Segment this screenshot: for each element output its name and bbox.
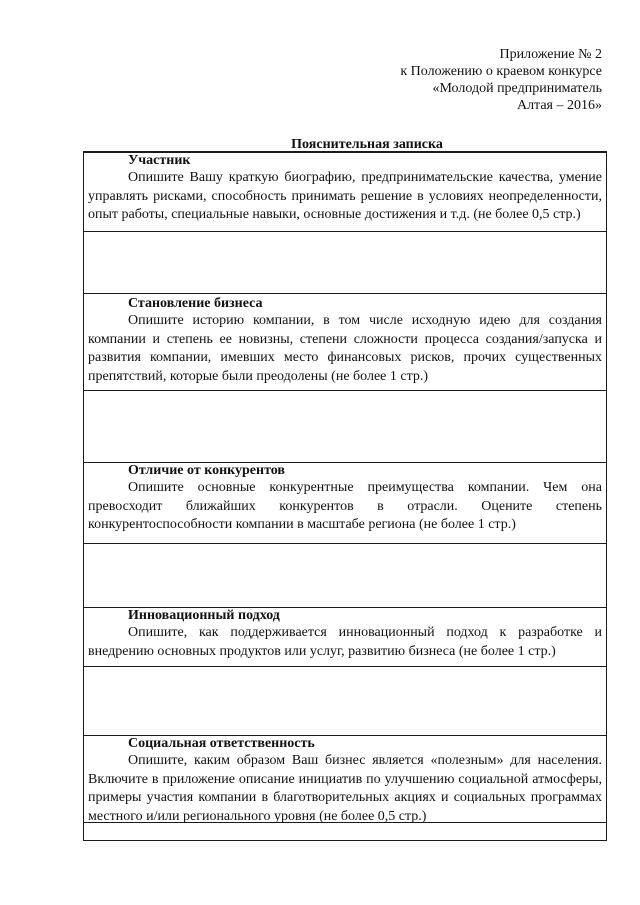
section-title: Участник — [128, 153, 191, 168]
section-instructions: Опишите Вашу краткую биографию, предпринимательские качества, умение управлять рисками, способность принимать решение в условиях неопределенности, опыт работы, специальные навыки, основные достижения и т.д. (не более 0,5 стр.) — [88, 170, 602, 222]
answer-area-competitive-difference[interactable] — [84, 543, 606, 608]
section-title: Инновационный подход — [128, 608, 280, 623]
section-business-formation — [84, 294, 606, 390]
answer-area-innovation[interactable] — [84, 666, 606, 736]
section-instructions: Опишите, как поддерживается инновационный подход к разработке и внедрению основных продуктов или услуг, развитию бизнеса (не более 1 стр.) — [88, 625, 602, 659]
appendix-number: Приложение № 2 — [499, 47, 602, 62]
section-innovation — [84, 608, 606, 666]
contest-name-line1: «Молодой предприниматель — [432, 81, 602, 96]
explanatory-note-form — [83, 151, 607, 841]
answer-area-participant[interactable] — [84, 231, 606, 294]
appendix-header — [282, 46, 602, 114]
section-instructions: Опишите основные конкурентные преимущества компании. Чем она превосходит ближайших конкурентов в отрасли. Оцените степень конкурентоспособности компании в масштабе региона (не более 1 стр.) — [88, 480, 602, 532]
appendix-reference: к Положению о краевом конкурсе — [400, 64, 602, 79]
section-participant — [84, 153, 606, 231]
section-title: Социальная ответственность — [128, 736, 315, 751]
section-competitive-difference — [84, 463, 606, 543]
section-title: Становление бизнеса — [128, 296, 263, 311]
section-instructions: Опишите, каким образом Ваш бизнес является «полезным» для населения. Включите в приложение описание инициатив по улучшению социальной атмосферы, примеры участия компании в благотворительных акциях и социальных программах местного и/или регионального уровня (не более 0,5 стр.) — [88, 753, 602, 824]
contest-name-line2: Алтая – 2016» — [516, 98, 602, 113]
section-social-responsibility — [84, 736, 606, 822]
section-instructions: Опишите историю компании, в том числе исходную идею для создания компании и степень ее новизны, степени сложности процесса создания/запуска и развития компании, имевших место финансовых рисков, прочих существенных препятствий, которые были преодолены (не более 1 стр.) — [88, 313, 602, 384]
document-title: Пояснительная записка — [291, 137, 443, 152]
answer-area-business-formation[interactable] — [84, 390, 606, 463]
section-title: Отличие от конкурентов — [128, 463, 285, 478]
